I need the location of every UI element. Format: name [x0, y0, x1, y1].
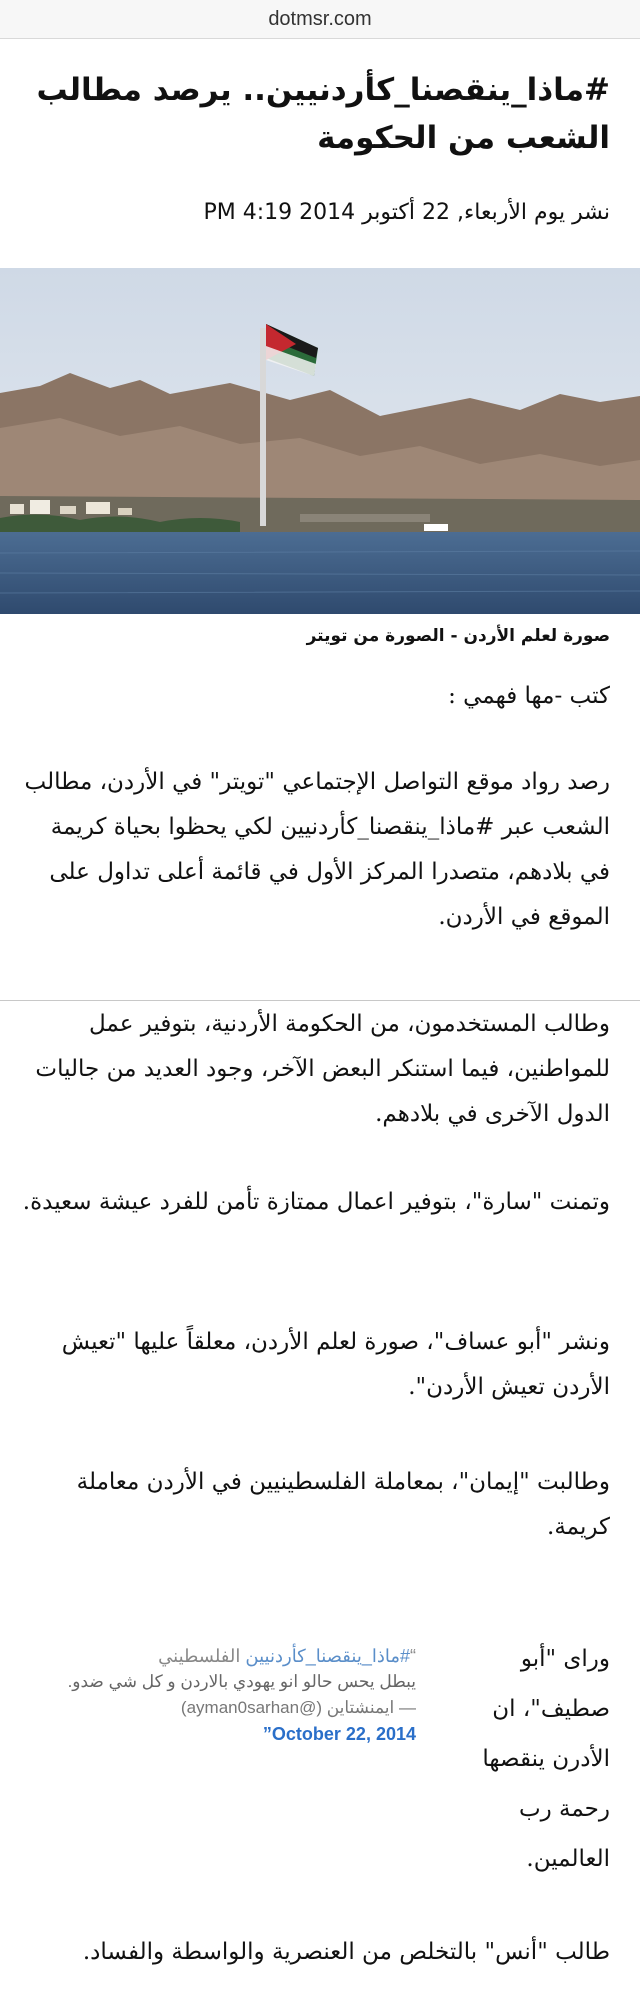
divider — [0, 1000, 640, 1001]
tweet-text: يبطل يحس حالو انو يهودي بالاردن و كل شي ضدو. — [67, 1672, 416, 1691]
article-paragraph: وراى "أبو صطيف"، ان الأدرن ينقصها رحمة رب العالمين. — [482, 1646, 610, 1872]
article-image — [0, 268, 640, 614]
article-paragraph: وطالبت "إيمان"، بمعاملة الفلسطينيين في الأردن معاملة كريمة. — [76, 1469, 610, 1540]
image-caption: صورة لعلم الأردن - الصورة من تويتر — [306, 626, 610, 646]
tweet-text-start: الفلسطيني — [158, 1646, 246, 1666]
tweet-hashtag-link[interactable]: #ماذا_ينقصنا_كأردنيين — [245, 1646, 410, 1666]
tweet-date-link[interactable]: October 22, 2014” — [262, 1724, 416, 1744]
article-paragraph: وتمنت "سارة"، بتوفير اعمال ممتازة تأمن للفرد عيشة سعيدة. — [22, 1189, 610, 1215]
embedded-tweet — [66, 1644, 416, 1747]
author-line: كتب -مها فهمي : — [448, 683, 610, 709]
article-paragraph: طالب "أنس" بالتخلص من العنصرية والواسطة والفساد. — [82, 1939, 610, 1965]
jordan-flag-photo — [0, 268, 640, 614]
address-bar[interactable] — [0, 0, 640, 39]
article-paragraph: رصد رواد موقع التواصل الإجتماعي "تويتر" في الأردن، مطالب الشعب عبر #ماذا_ينقصنا_كأردنيين لكي يحظوا بحياة كريمة في بلادهم، متصدرا المركز الأول في قائمة أعلى تداول على الموقع في الأردن. — [24, 769, 610, 930]
publish-date: نشر يوم الأربعاء, 22 أكتوبر 2014 4:19 PM — [203, 200, 610, 225]
article-paragraph: ونشر "أبو عساف"، صورة لعلم الأردن، معلقاً عليها "تعيش الأردن تعيش الأردن". — [61, 1329, 610, 1400]
url-text: dotmsr.com — [268, 7, 372, 30]
tweet-quote-mark: “ — [410, 1646, 416, 1666]
article-paragraph: وطالب المستخدمون، من الحكومة الأردنية، بتوفير عمل للمواطنين، فيما استنكر البعض الآخر، وجود العديد من جاليات الدول الآخرى في بلادهم. — [35, 1011, 610, 1127]
tweet-author[interactable]: — ايمنشتاين (@ayman0sarhan) — [180, 1698, 416, 1717]
tweet-first-line — [66, 1644, 416, 1669]
article-title: #ماذا_ينقصنا_كأردنيين.. يرصد مطالب الشعب من الحكومة — [36, 72, 610, 156]
